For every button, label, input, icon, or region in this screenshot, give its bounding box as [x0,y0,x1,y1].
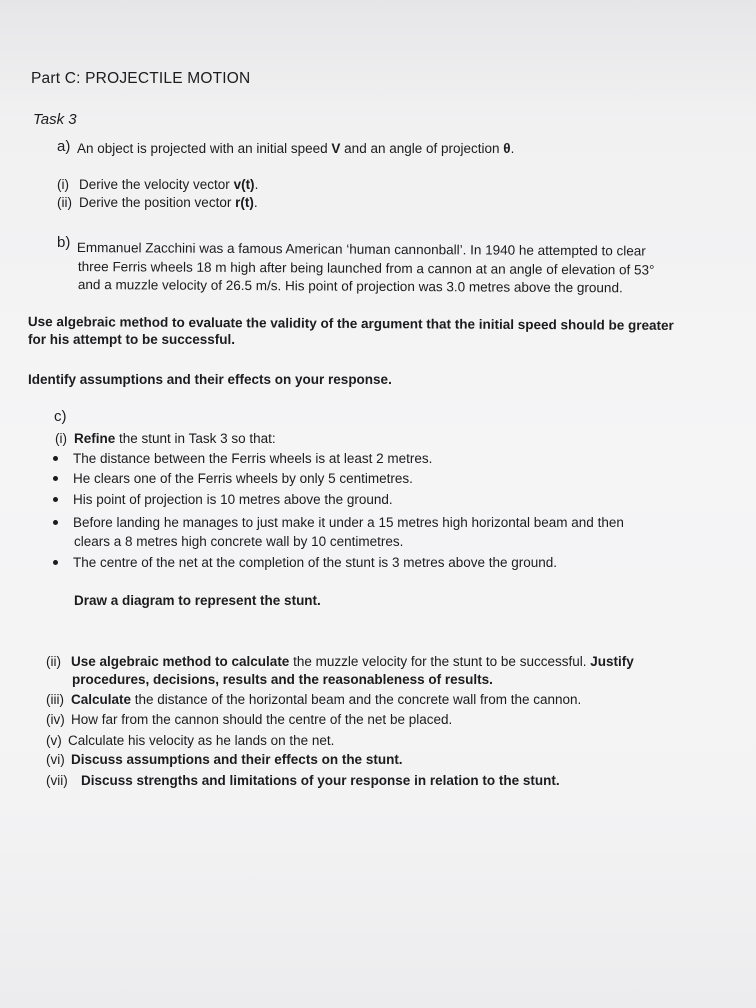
part-c-v-num: (v) [46,733,62,748]
part-a-ii-text: Derive the position vector r(t). [79,195,258,210]
part-c-iii-num: (iii) [46,692,64,707]
part-b-line3: and a muzzle velocity of 26.5 m/s. His point of projection was 3.0 metres above the ground. [77,276,623,296]
bullet-icon [53,560,58,565]
part-c-iv-text: How far from the cannon should the centre of the net be placed. [71,712,453,727]
part-b-line1: Emmanuel Zacchini was a famous American ‘human cannonball’. In 1940 he attempted to clear [76,239,646,259]
part-c-vi-text: Discuss assumptions and their effects on the stunt. [71,752,403,767]
part-c-ii-num: (ii) [46,654,61,669]
draw-diagram: Draw a diagram to represent the stunt. [74,593,321,608]
part-c-v-text: Calculate his velocity as he lands on the net. [68,733,335,748]
part-c-vii-num: (vii) [46,773,68,788]
part-b-line2: three Ferris wheels 18 m high after being launched from a cannon at an angle of elevation of 53° [77,258,655,278]
bullet-item: The distance between the Ferris wheels is at least 2 metres. [73,451,433,466]
part-c-i-text: Refine the stunt in Task 3 so that: [74,431,276,446]
part-c-i-num: (i) [55,431,67,446]
bullet-icon [53,497,58,502]
part-a-label: a) [57,138,71,155]
bullet-item-continuation: clears a 8 metres high concrete wall by 10 centimetres. [74,534,404,549]
bullet-item: The centre of the net at the completion of the stunt is 3 metres above the ground. [73,555,558,570]
part-c-iii-text: Calculate the distance of the horizontal beam and the concrete wall from the cannon. [71,692,582,707]
bullet-item: He clears one of the Ferris wheels by only 5 centimetres. [73,471,413,486]
task-heading: Task 3 [33,111,77,128]
page-title: Part C: PROJECTILE MOTION [31,70,251,87]
part-a-i-text: Derive the velocity vector v(t). [79,177,259,192]
bullet-item: Before landing he manages to just make it under a 15 metres high horizontal beam and then [73,515,624,530]
part-c-vii-text: Discuss strengths and limitations of your response in relation to the stunt. [81,773,560,788]
part-c-ii-text: Use algebraic method to calculate the muzzle velocity for the stunt to be successful. Justify [71,654,634,669]
bullet-icon [53,476,58,481]
part-c-iv-num: (iv) [46,712,65,727]
bullet-icon [53,456,58,461]
use-algebraic-line2: for his attempt to be successful. [28,332,236,347]
part-c-vi-num: (vi) [46,752,65,767]
part-a-i-num: (i) [57,177,69,192]
bullet-item: His point of projection is 10 metres above the ground. [73,492,393,507]
bullet-icon [53,520,58,525]
part-c-ii-line2: procedures, decisions, results and the reasonableness of results. [72,672,493,687]
identify-assumptions: Identify assumptions and their effects on your response. [28,372,392,387]
part-b-label: b) [57,234,71,251]
part-a-ii-num: (ii) [57,195,72,210]
part-a-text: An object is projected with an initial speed V and an angle of projection θ. [77,141,515,156]
part-c-label: c) [54,408,67,425]
use-algebraic-line1: Use algebraic method to evaluate the validity of the argument that the initial speed should be greater [27,313,674,333]
